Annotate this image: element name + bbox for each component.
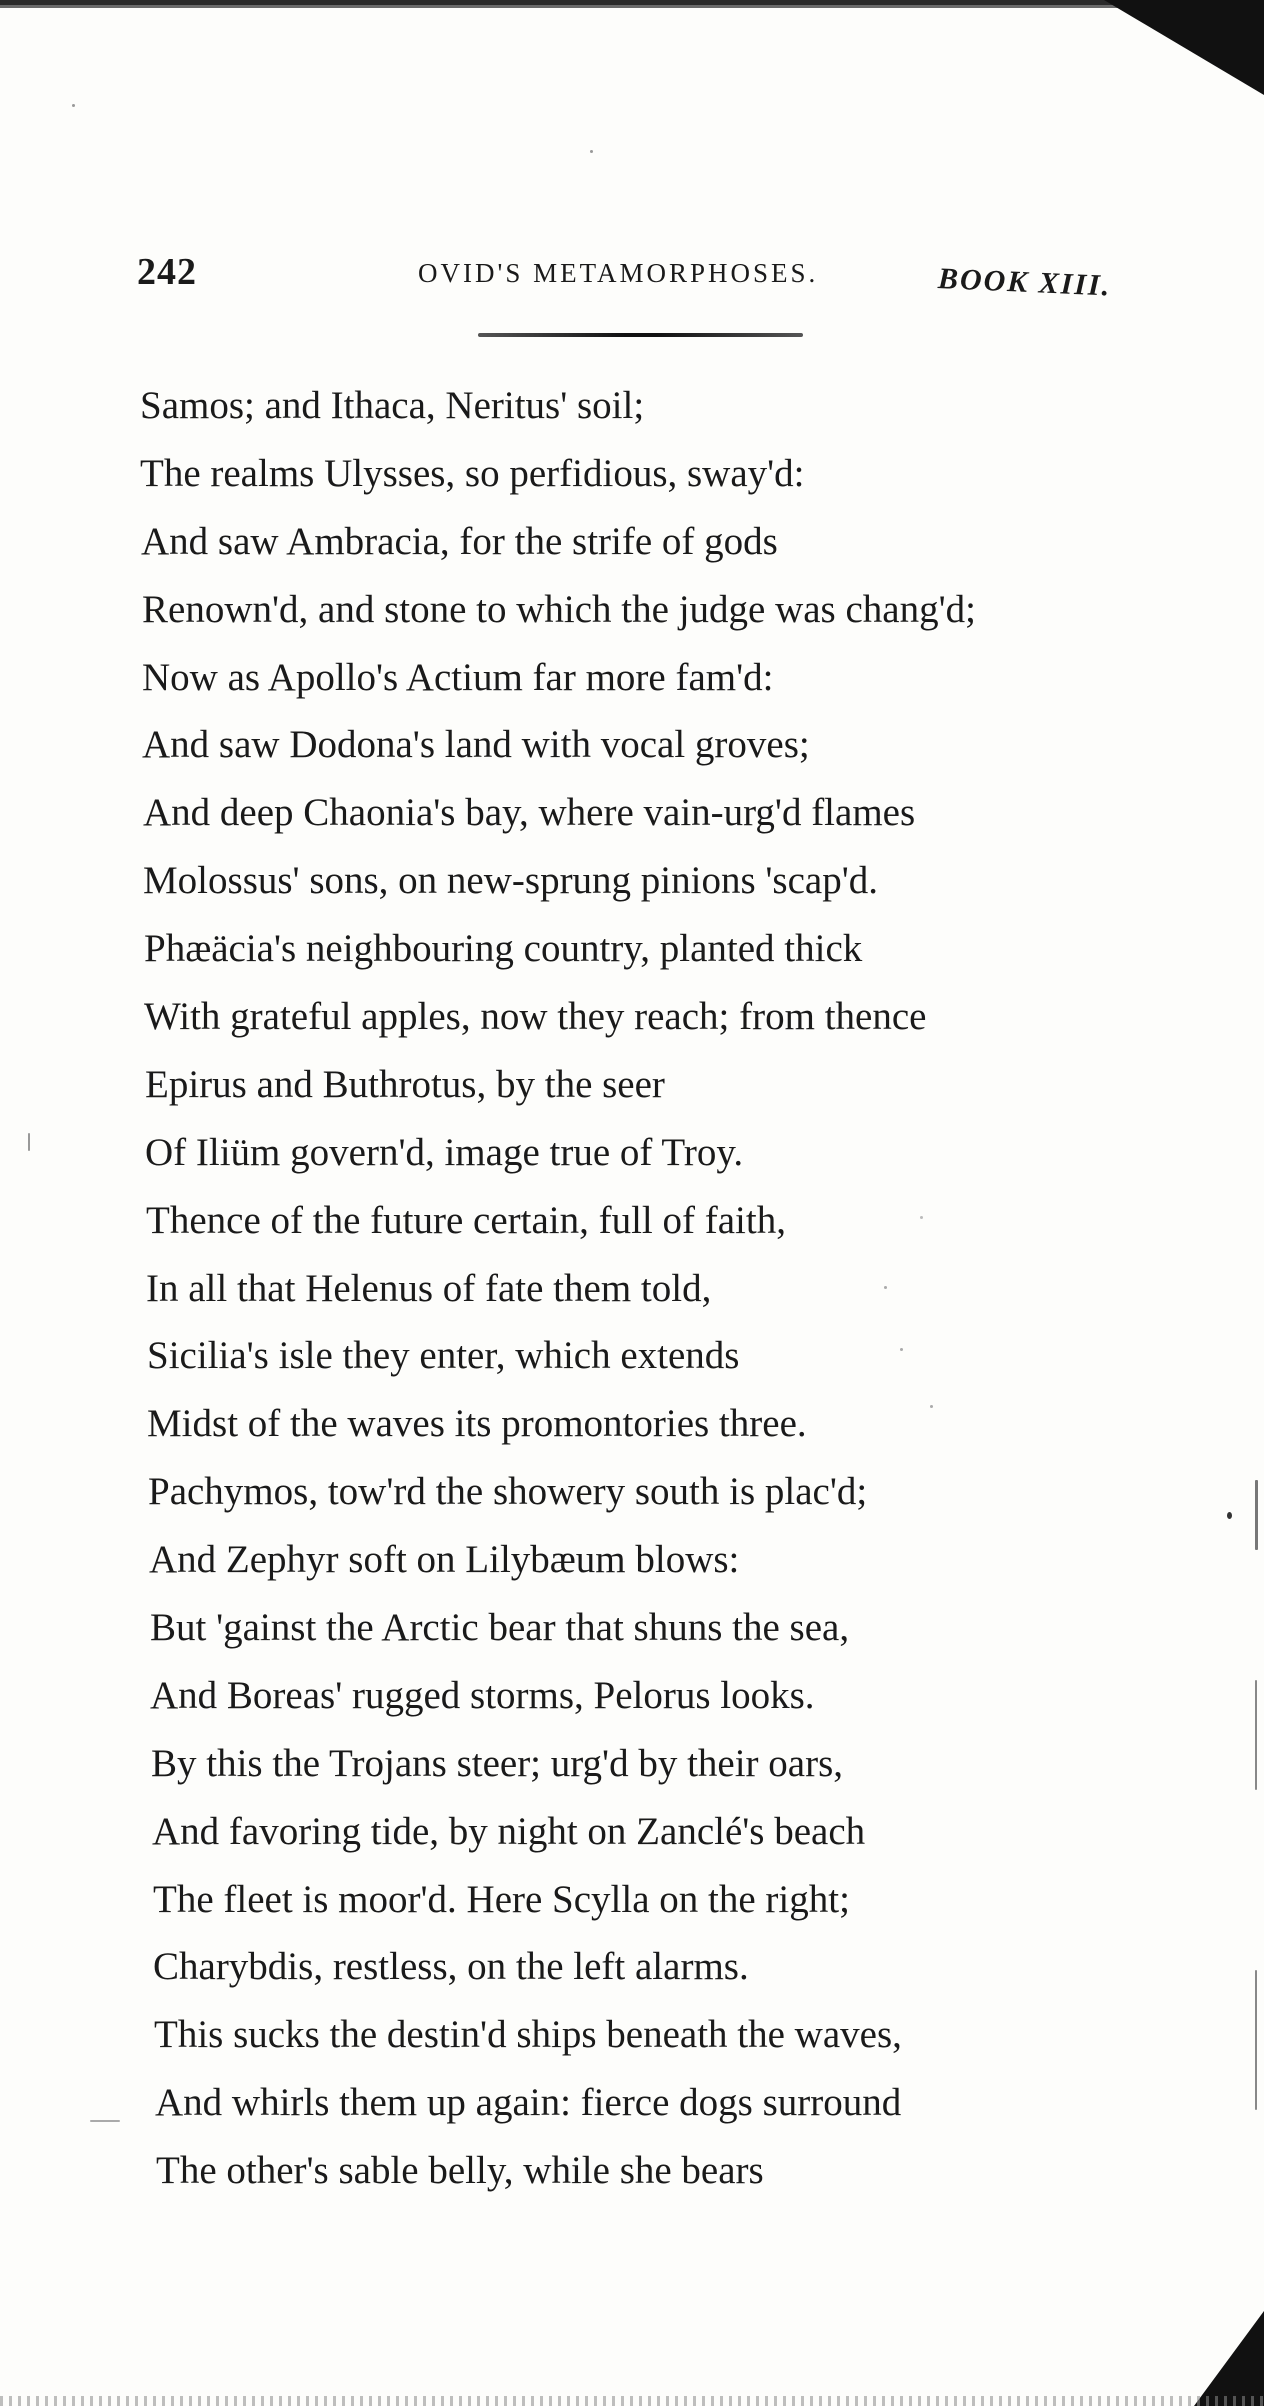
verse-line-text: The other's sable belly, while she bears [156,2149,764,2193]
verse-line-text: Of Iliüm govern'd, image true of Troy. [145,1130,744,1174]
verse-line [0,915,1264,983]
verse-line [0,372,1264,440]
verse-block [0,372,1264,2205]
verse-line [0,2001,1264,2069]
verse-line [0,644,1264,712]
verse-line [0,983,1264,1051]
verse-line-text: Thence of the future certain, full of faith, [146,1198,786,1242]
verse-line-text: The realms Ulysses, so perfidious, sway'd: [140,451,805,495]
scan-speck [1255,1970,1257,2110]
verse-line-text: Samos; and Ithaca, Neritus' soil; [140,384,645,427]
scan-speck [72,104,75,107]
verse-line-text: And deep Chaonia's bay, where vain-urg'd flames [143,791,916,835]
scan-speck [884,1286,887,1289]
verse-line [0,576,1264,644]
scan-speck [1227,1512,1232,1519]
verse-line-text: Midst of the waves its promontories three. [147,1402,807,1446]
verse-line-text: This sucks the destin'd ships beneath the waves, [154,2013,902,2057]
verse-line [0,2069,1264,2137]
verse-line [0,2137,1264,2205]
verse-line [0,1187,1264,1255]
scan-speck [1255,1480,1258,1550]
scan-speck [920,1216,923,1219]
verse-line [0,779,1264,847]
scan-top-edge [0,0,1264,14]
verse-line-text: Sicilia's isle they enter, which extends [147,1334,740,1378]
verse-line [0,1662,1264,1730]
scan-speck [590,150,593,153]
scan-speck [1255,1680,1257,1790]
scan-bottom-edge [0,2396,1264,2406]
verse-line-text: And saw Dodona's land with vocal groves; [142,723,810,767]
verse-line-text: With grateful apples, now they reach; from thence [144,995,927,1039]
verse-line [0,1458,1264,1526]
verse-line-text: And favoring tide, by night on Zanclé's beach [152,1809,866,1853]
verse-line [0,508,1264,576]
verse-line-text: Epirus and Buthrotus, by the seer [145,1062,665,1106]
running-title: OVID'S METAMORPHOSES. [418,258,819,288]
header-rule [478,333,803,337]
verse-line-text: Now as Apollo's Actium far more fam'd: [142,655,774,699]
verse-line [0,847,1264,915]
scan-speck [930,1405,933,1408]
verse-line [0,1255,1264,1323]
verse-line [0,440,1264,508]
verse-line-text: In all that Helenus of fate them told, [146,1266,712,1310]
running-head [0,250,1264,310]
verse-line [0,1390,1264,1458]
scan-corner-top-right [1104,0,1264,95]
verse-line-text: But 'gainst the Arctic bear that shuns the sea, [150,1606,850,1650]
verse-line-text: And saw Ambracia, for the strife of gods [141,519,778,563]
verse-line [0,1322,1264,1390]
verse-line [0,1933,1264,2001]
verse-line-text: By this the Trojans steer; urg'd by their oars, [151,1741,844,1785]
verse-line [0,1594,1264,1662]
verse-line [0,1119,1264,1187]
verse-line-text: And Boreas' rugged storms, Pelorus looks. [150,1673,815,1717]
verse-line [0,1526,1264,1594]
book-label: BOOK XIII. [937,262,1112,303]
verse-line-text: The fleet is moor'd. Here Scylla on the right; [153,1877,850,1921]
verse-line [0,711,1264,779]
verse-line-text: Phæäcia's neighbouring country, planted thick [144,927,863,971]
scan-speck [28,1133,30,1151]
verse-line [0,1051,1264,1119]
verse-line [0,1798,1264,1866]
verse-line-text: And Zephyr soft on Lilybæum blows: [149,1538,740,1582]
verse-line-text: Molossus' sons, on new-sprung pinions 'scap'd. [143,859,879,903]
scan-speck [90,2120,120,2122]
verse-line-text: Renown'd, and stone to which the judge was chang'd; [142,587,976,631]
verse-line-text: Charybdis, restless, on the left alarms. [153,1945,749,1989]
scan-speck [900,1348,903,1351]
verse-line [0,1730,1264,1798]
verse-line-text: And whirls them up again: fierce dogs surround [155,2081,902,2125]
scan-corner-bottom-right [1194,2311,1264,2406]
verse-line [0,1866,1264,1934]
verse-line-text: Pachymos, tow'rd the showery south is plac'd; [148,1470,868,1514]
page-number: 242 [137,251,197,293]
